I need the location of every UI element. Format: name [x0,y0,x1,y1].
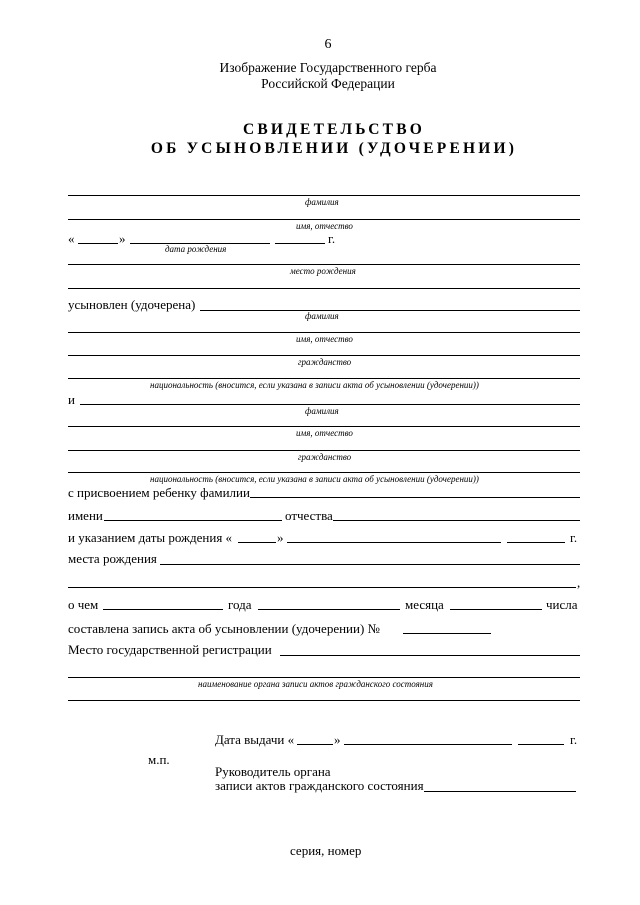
name-caption: имя, отчество [296,221,353,231]
series-number-label: серия, номер [290,843,362,858]
registration-place-label: Место государственной регистрации [68,642,272,657]
adopted-label: усыновлен (удочерена) [68,297,196,312]
record-number-line [403,633,491,634]
birth-date-line-label: и указанием даты рождения « [68,530,233,545]
adopter2-surname-caption: фамилия [305,406,339,416]
surname-line [68,195,580,196]
adopter2-nationality-caption: национальность (вносится, если указана в записи акта об усыновлении (удочерении)) [150,474,479,484]
new-birth-place-line [160,564,580,565]
adopter1-name-caption: имя, отчество [296,334,353,344]
adopter2-name-caption: имя, отчество [296,428,353,438]
and-label: и [68,392,75,407]
surname-caption: фамилия [305,197,339,207]
year-suffix-2: г. [570,530,578,545]
birth-place-line [68,264,580,265]
record-day-line [103,609,223,610]
new-birth-month-line [287,542,501,543]
page-number: 6 [324,37,332,52]
quote-close: » [119,231,126,246]
adopter2-name-line [68,426,580,427]
birth-day-line [78,243,118,244]
adopter2-nationality-line [68,472,580,473]
adopter2-citizenship-line [68,450,580,451]
document-title: СВИДЕТЕЛЬСТВО [242,121,425,138]
year-suffix-3: г. [570,732,578,747]
document-subtitle: ОБ УСЫНОВЛЕНИИ (УДОЧЕРЕНИИ) [150,140,518,157]
adopter1-name-line [68,332,580,333]
quote-open: « [68,231,75,246]
patronymic-label: отчества [285,508,333,523]
birth-place-caption: место рождения [290,266,356,276]
adopter1-nationality-line [68,378,580,379]
signature-line [424,791,576,792]
birth-date-caption: дата рождения [165,244,227,254]
month-word: месяца [405,597,444,612]
issue-month-line [344,744,512,745]
birth-year-line [275,243,325,244]
registration-place-line [280,655,580,656]
adopter1-surname-line [200,310,580,311]
record-year-line [450,609,542,610]
record-made-label: составлена запись акта об усыновлении (удочерении) № [68,621,380,636]
day-word: числа [546,597,578,612]
registry-office-line-2 [68,700,580,701]
adopter1-nationality-caption: национальность (вносится, если указана в записи акта об усыновлении (удочерении)) [150,380,479,390]
issue-date-label: Дата выдачи « [215,732,295,747]
birth-place-line-2 [68,288,580,289]
new-birth-place-line-2 [68,587,576,588]
quote-close-3: » [334,732,341,747]
assigned-surname-label: с присвоением ребенку фамилии [68,485,250,500]
registry-office-line [68,677,580,678]
year-word: года [228,597,252,612]
about-which-label: о чем [68,597,99,612]
seal-label: м.п. [148,752,170,767]
comma: , [577,575,581,590]
emblem-caption-line1: Изображение Государственного герба [219,60,437,75]
new-birth-year-line [507,542,565,543]
issue-year-line [518,744,564,745]
emblem-caption-line2: Российской Федерации [261,76,395,91]
year-suffix: г. [328,231,336,246]
adopter1-surname-caption: фамилия [305,311,339,321]
head-title-line2: записи актов гражданского состояния [215,778,424,793]
registry-office-caption: наименование органа записи актов гражданского состояния [198,679,433,689]
adopter2-surname-line [80,404,580,405]
adopter1-citizenship-line [68,355,580,356]
new-birth-day-line [238,542,276,543]
assigned-surname-line [250,497,580,498]
quote-close-2: » [277,530,284,545]
birth-place-line-label: места рождения [68,551,157,566]
first-name-label: имени [68,508,103,523]
patronymic-line [333,520,580,521]
issue-day-line [297,744,333,745]
first-name-line [104,520,282,521]
head-title-line1: Руководитель органа [215,764,331,779]
name-line [68,219,580,220]
record-month-line [258,609,400,610]
adopter2-citizenship-caption: гражданство [298,452,352,462]
adopter1-citizenship-caption: гражданство [298,357,352,367]
